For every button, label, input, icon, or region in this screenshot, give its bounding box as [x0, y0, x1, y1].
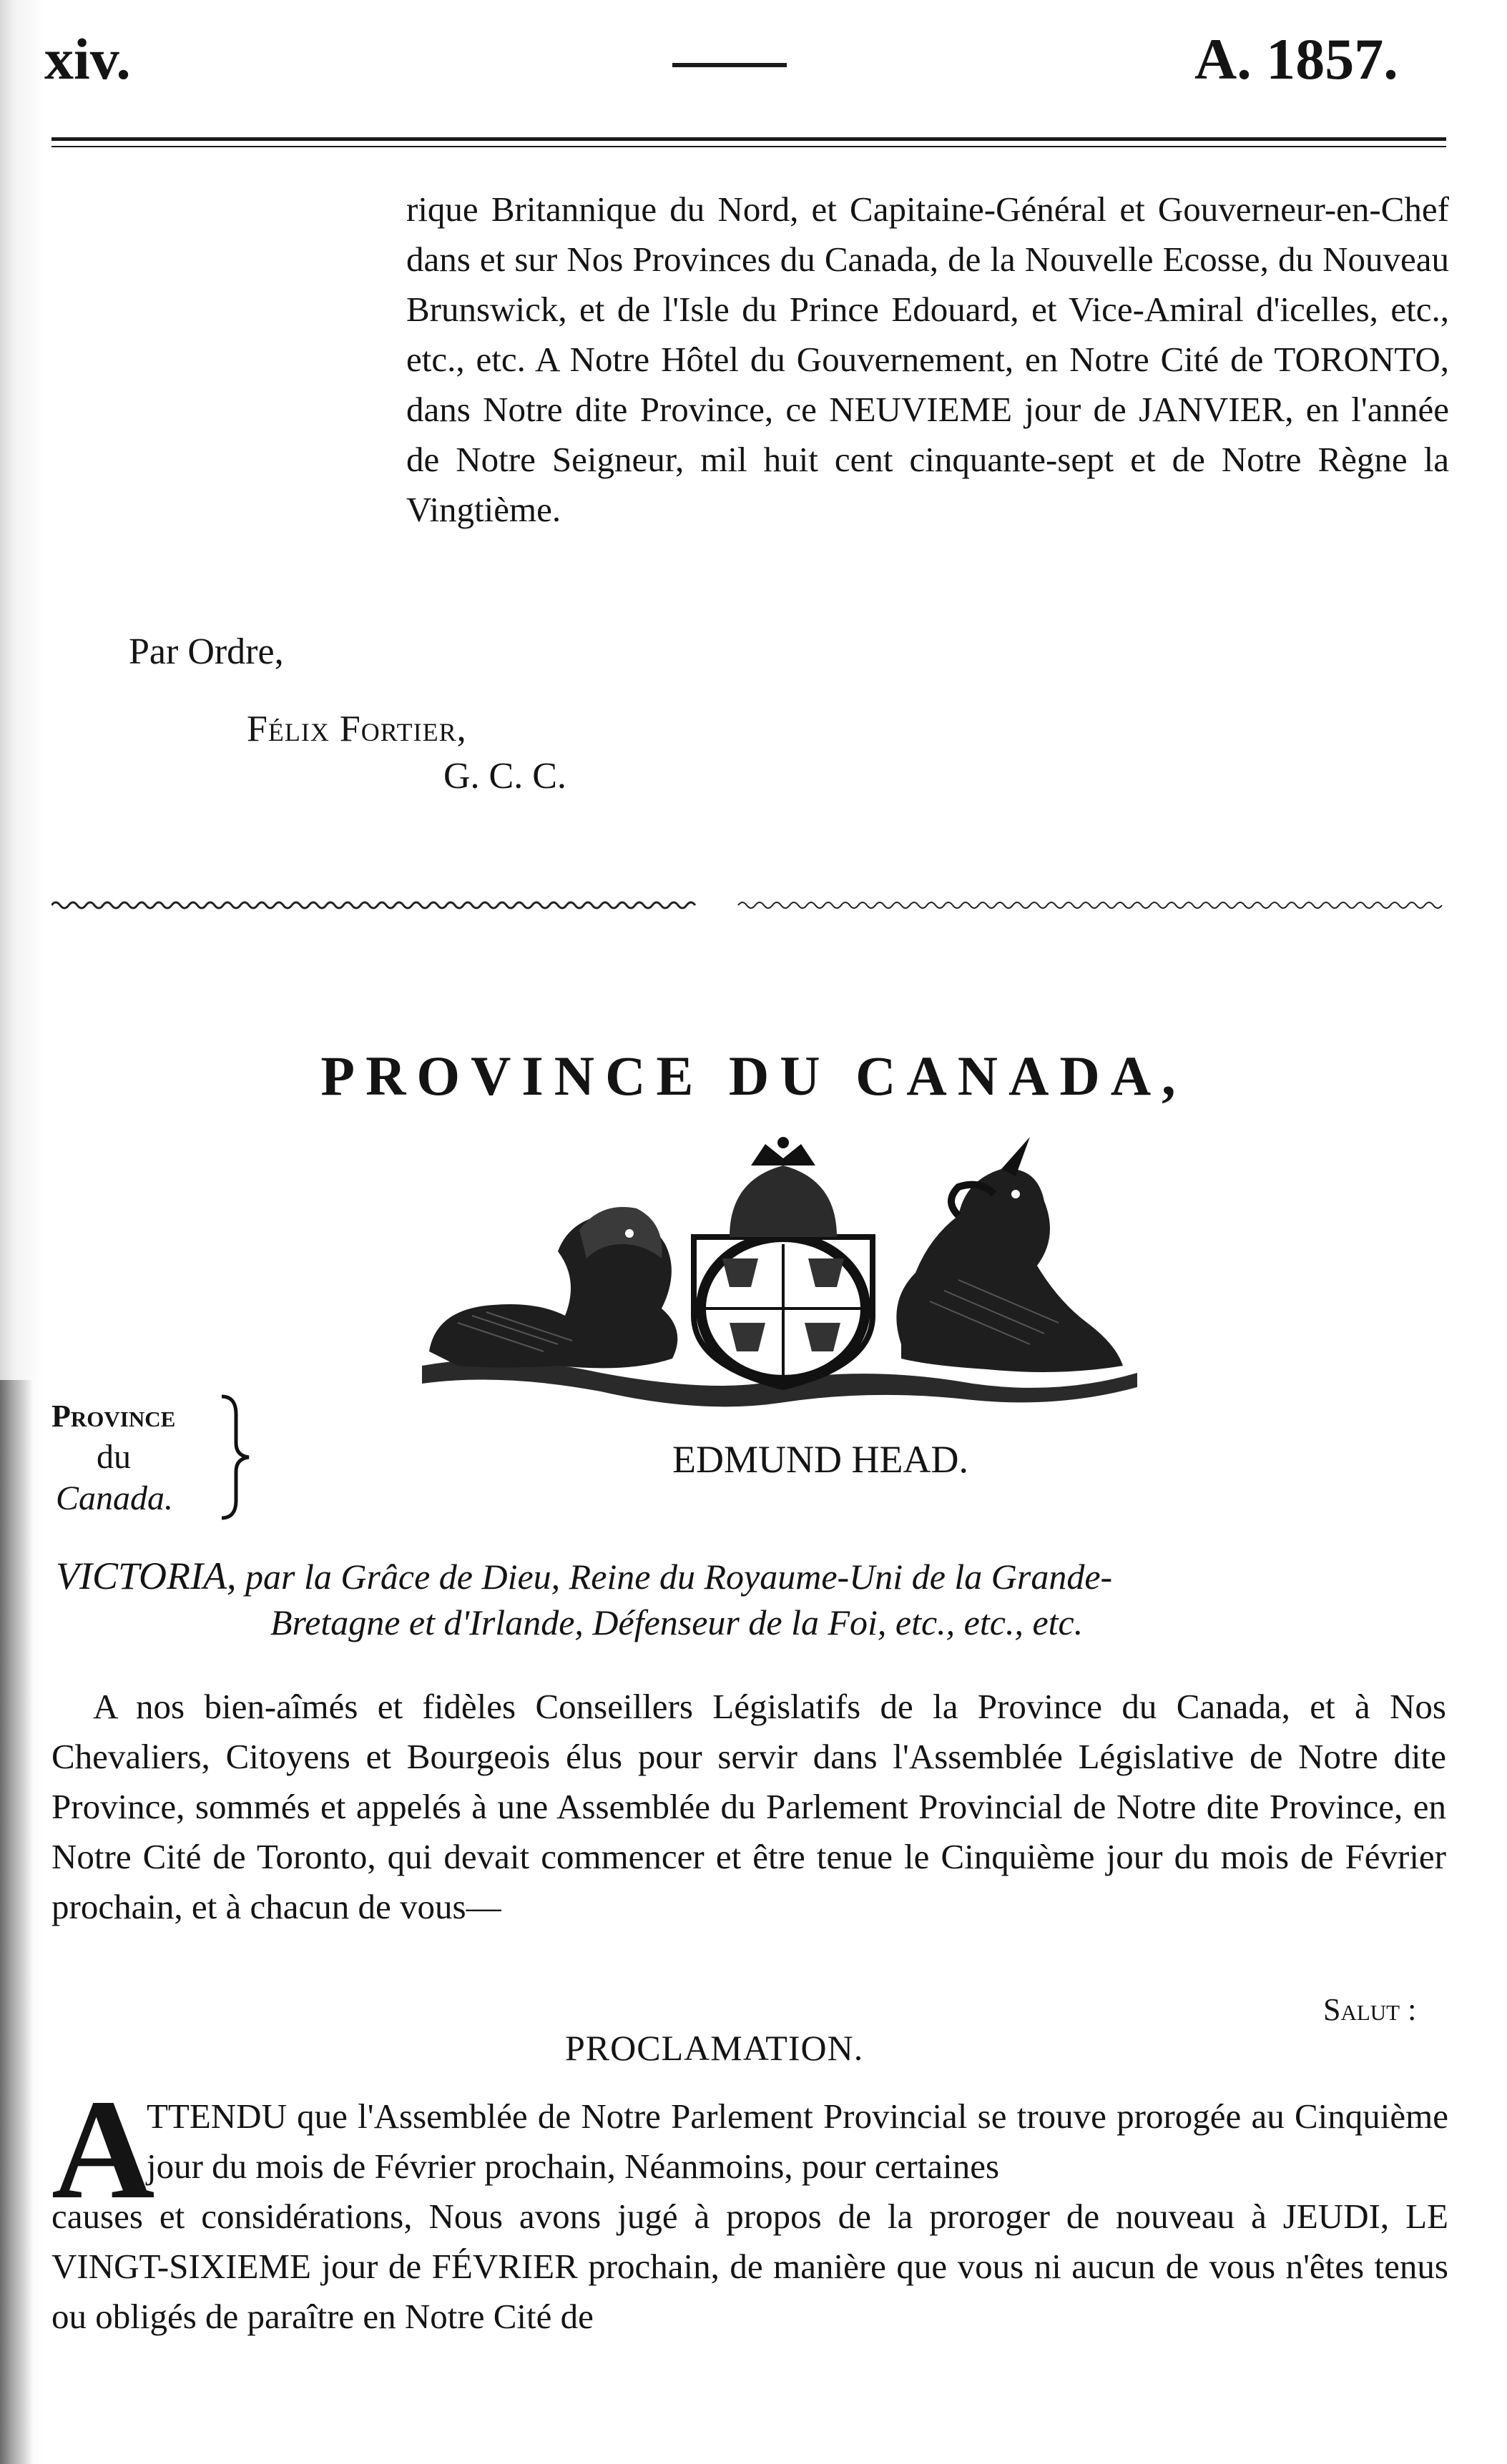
attendu-paragraph-start: TTENDU que l'Assemblée de Notre Parlement Provincial se trouve prorogée au Cinquième jour du mois de Février prochain, Néanmoins, pour certaines — [147, 2096, 1448, 2186]
wavy-separator — [51, 895, 1446, 915]
page-number: xiv. — [44, 26, 131, 92]
par-ordre: Par Ordre, — [129, 631, 284, 672]
side-label-du: du — [97, 1438, 131, 1476]
continuation-paragraph: rique Britannique du Nord, et Capitaine-Général et Gouverneur-en-Chef dans et sur Nos Provinces du Canada, de la Nouvelle Ecosse, du Nouveau Brunswick, et de l'Isle du Prince Edouard, et Vice-Amiral d'icelles, etc., etc., etc. A Notre Hôtel du Gouvernement, en Notre Cité de TORONTO, dans Notre dite Province, ce NEUVIEME jour de JANVIER, en l'année de Notre Seigneur, mil huit cent cinquante-sept et de Notre Règne la Vingtième. — [406, 189, 1449, 529]
side-label-canada: Canada. — [56, 1479, 174, 1517]
royal-style-line1: par la Grâce de Dieu, Reine du Royaume-Uni de la Grande- — [245, 1557, 1113, 1597]
address-paragraph: A nos bien-aîmés et fidèles Conseillers Législatifs de la Province du Canada, et à Nos Chevaliers, Citoyens et Bourgeois élus pour servir dans l'Assemblée Législative de Notre dite Province, sommés et appelés à une Assemblée du Parlement Provincial de Notre dite Province, en Notre Cité de Toronto, qui devait commencer et être tenue le Cinquième jour du mois de Février prochain, et à chacun de vous— — [51, 1687, 1446, 1926]
header-rule-thin — [51, 146, 1446, 147]
right-brace-icon — [215, 1393, 257, 1522]
governor-name: EDMUND HEAD. — [672, 1438, 968, 1481]
royal-style-line2: Bretagne et d'Irlande, Défenseur de la Foi, etc., etc., etc. — [270, 1602, 1084, 1642]
royal-coat-of-arms-icon — [415, 1137, 1144, 1416]
signatory-name: Félix Fortier, — [247, 709, 467, 749]
drop-cap: A — [51, 2071, 155, 2229]
side-label-province: Province — [51, 1399, 176, 1434]
proclamation-title: PROCLAMATION. — [565, 2028, 864, 2068]
salutation: Salut : — [1323, 1992, 1417, 2027]
session-year: A. 1857. — [1194, 26, 1398, 92]
province-heading: PROVINCE DU CANADA, — [320, 1045, 1187, 1107]
royal-style — [56, 1553, 1450, 1645]
sovereign-name: VICTORIA, — [56, 1554, 237, 1597]
attendu-paragraph-rest: causes et considérations, Nous avons jugé à propos de la proroger de nouveau à JEUDI, LE VINGT-SIXIEME jour de FÉVRIER prochain, de manière que vous ni aucun de vous n'êtes tenus ou obligés de paraître en Notre Cité de — [51, 2197, 1448, 2336]
header-rule-thick — [51, 137, 1446, 141]
signatory-title: G. C. C. — [443, 756, 566, 797]
page-edge-shadow — [0, 1380, 33, 2464]
header-dash — [672, 63, 787, 67]
